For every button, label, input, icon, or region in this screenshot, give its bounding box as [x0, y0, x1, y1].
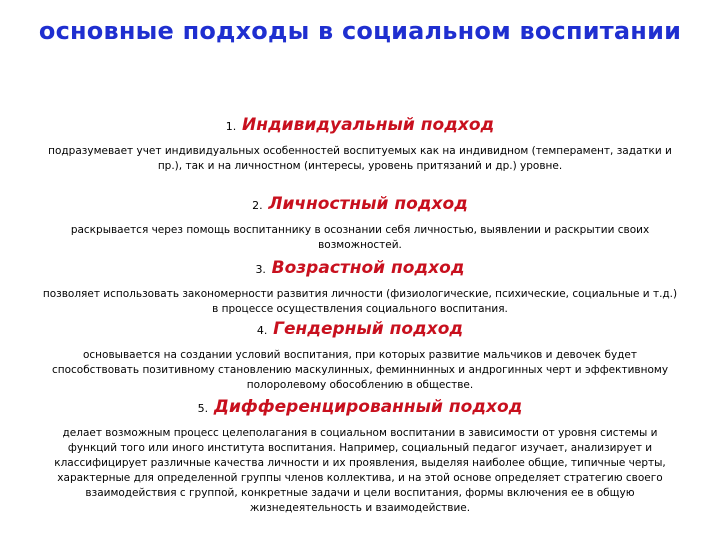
approach-heading [40, 114, 680, 138]
approach-number: 1. [225, 120, 237, 133]
slide-title-text: основные подходы в социальном воспитании [38, 17, 682, 45]
approach-heading [40, 396, 680, 420]
approach-name: Индивидуальный подход [241, 115, 495, 135]
approach-heading [40, 193, 680, 217]
approach-heading [40, 257, 680, 281]
approach-description: раскрывается через помощь воспитаннику в осознании себя личностью, выявлении и раскрытии своих возможностей. [70, 224, 650, 251]
slide-title [0, 8, 720, 54]
approach-differentiated [40, 396, 680, 516]
approach-number: 5. [197, 402, 209, 415]
approach-name: Личностный подход [268, 194, 468, 214]
approach-personal [40, 193, 680, 253]
approach-description: делает возможным процесс целеполагания в социальном воспитании в зависимости от уровня системы и функций того или иного института воспитания. Например, социальный педагог изучает, анализирует и классифицирует различные качества личности и их проявления, выделяя наиболее общие, типичные черты, характерные для определенной группы членов коллектива, и на этой основе определяет стратегию своего взаимодействия с группой, конкретные задачи и цели воспитания, формы включения ее в общую жизнедеятельность и взаимодействие. [54, 427, 666, 514]
approach-age [40, 257, 680, 317]
approach-number: 4. [256, 324, 268, 337]
approach-name: Дифференцированный подход [213, 397, 523, 417]
approach-name: Возрастной подход [271, 258, 465, 278]
approach-description: позволяет использовать закономерности развития личности (физиологические, психические, социальные и т.д.) в процессе осуществления социального воспитания. [42, 288, 678, 315]
approach-gender [40, 318, 680, 393]
approach-description: подразумевает учет индивидуальных особенностей воспитуемых как на индивидном (темперамент, задатки и пр.), так и на личностном (интересы, уровень притязаний и др.) уровне. [48, 145, 672, 172]
approach-number: 2. [252, 199, 263, 212]
approach-number: 3. [255, 263, 266, 276]
approach-individual [40, 114, 680, 174]
approach-name: Гендерный подход [273, 319, 464, 339]
approach-heading [40, 318, 680, 342]
approach-description: основывается на создании условий воспитания, при которых развитие мальчиков и девочек будет способствовать позитивному становлению маскулинных, феминнинных и андрогинных черт и эффективному полоролевому обособлению в обществе. [51, 349, 669, 391]
